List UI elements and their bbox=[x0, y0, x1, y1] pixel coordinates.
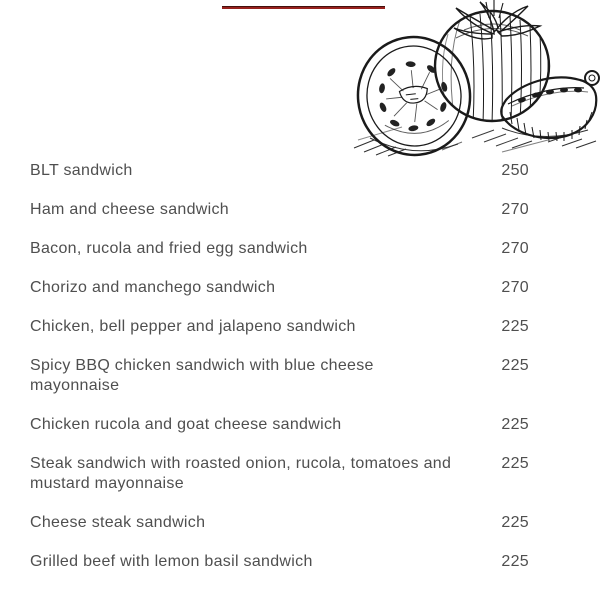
menu-item-row bbox=[30, 454, 553, 494]
menu-item-price: 225 bbox=[501, 514, 529, 531]
menu-item-row bbox=[30, 552, 553, 572]
menu-item-row bbox=[30, 239, 553, 259]
tomatoes-illustration bbox=[352, 0, 600, 158]
menu-list bbox=[30, 161, 553, 591]
menu-item-price: 250 bbox=[501, 162, 529, 179]
menu-item-price: 270 bbox=[501, 279, 529, 296]
menu-item-name: Chicken rucola and goat cheese sandwich bbox=[30, 416, 342, 433]
tomatoes-sketch-icon bbox=[352, 0, 600, 158]
menu-item-row bbox=[30, 161, 553, 181]
menu-item-price: 225 bbox=[501, 357, 529, 374]
menu-item-name: Grilled beef with lemon basil sandwich bbox=[30, 553, 313, 570]
menu-item-row bbox=[30, 356, 553, 396]
menu-item-price: 225 bbox=[501, 318, 529, 335]
menu-item-row bbox=[30, 415, 553, 435]
menu-item-row bbox=[30, 317, 553, 337]
menu-item-name: BLT sandwich bbox=[30, 162, 133, 179]
menu-item-price: 225 bbox=[501, 416, 529, 433]
menu-item-row bbox=[30, 200, 553, 220]
menu-item-name: Ham and cheese sandwich bbox=[30, 201, 230, 218]
menu-item-price: 270 bbox=[501, 201, 529, 218]
menu-item-name: Cheese steak sandwich bbox=[30, 514, 206, 531]
menu-item-row bbox=[30, 513, 553, 533]
menu-item-name: Steak sandwich with roasted onion, rucola, tomatoes and mustard mayonnaise bbox=[30, 455, 452, 492]
menu-item-price: 270 bbox=[501, 240, 529, 257]
menu-item-name: Spicy BBQ chicken sandwich with blue cheese mayonnaise bbox=[30, 357, 374, 394]
menu-item-name: Chicken, bell pepper and jalapeno sandwich bbox=[30, 318, 356, 335]
menu-item-name: Bacon, rucola and fried egg sandwich bbox=[30, 240, 308, 257]
menu-item-price: 225 bbox=[501, 455, 529, 472]
menu-item-name: Chorizo and manchego sandwich bbox=[30, 279, 276, 296]
menu-item-row bbox=[30, 278, 553, 298]
menu-item-price: 225 bbox=[501, 553, 529, 570]
